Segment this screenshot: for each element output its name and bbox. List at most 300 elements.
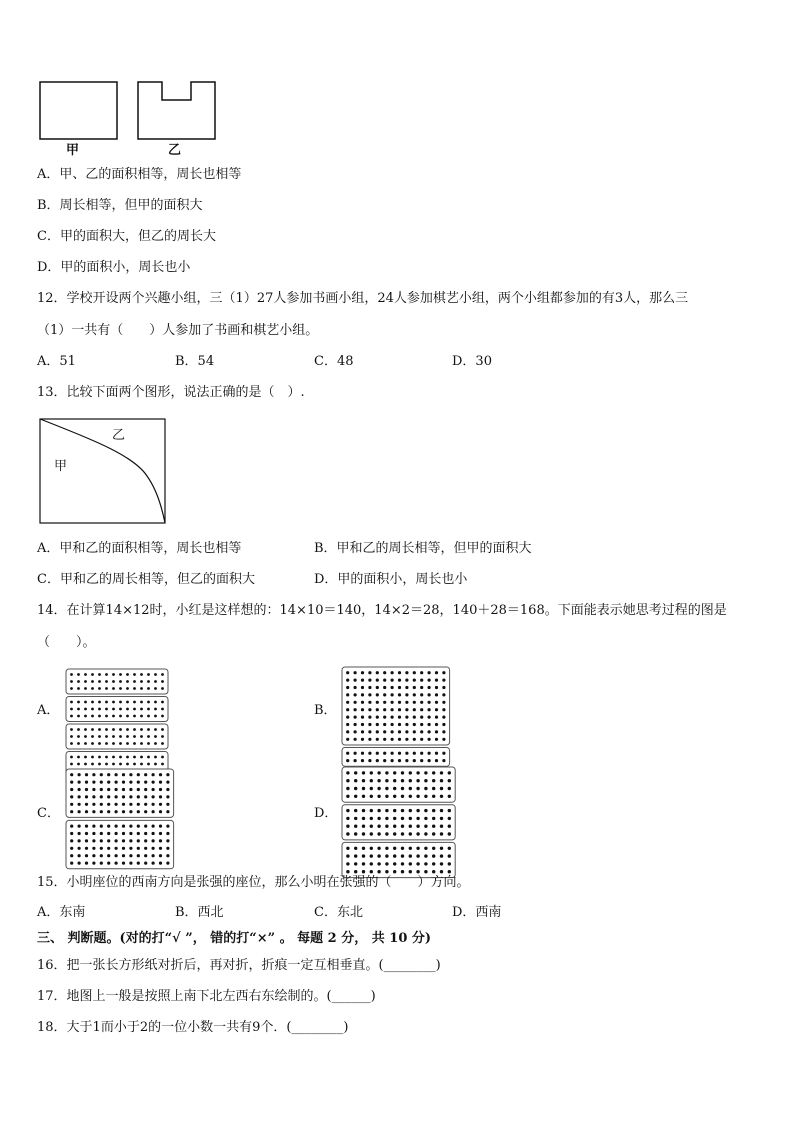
dot xyxy=(391,716,394,719)
dot xyxy=(92,839,95,842)
dot xyxy=(401,854,404,857)
dot xyxy=(440,832,443,835)
dot xyxy=(129,803,132,806)
dot xyxy=(112,708,115,711)
dot xyxy=(376,679,379,682)
dot xyxy=(92,847,95,850)
dot xyxy=(420,752,423,755)
dot xyxy=(370,779,373,782)
dot xyxy=(147,728,150,731)
dot xyxy=(354,723,357,726)
dot xyxy=(92,795,95,798)
dot xyxy=(161,673,164,676)
dot xyxy=(159,847,162,850)
dot xyxy=(122,839,125,842)
dot xyxy=(115,832,118,835)
dot xyxy=(393,795,396,798)
dot xyxy=(91,756,94,759)
dot xyxy=(440,809,443,812)
dot xyxy=(370,854,373,857)
dot xyxy=(122,862,125,865)
dot xyxy=(77,701,80,704)
dot xyxy=(115,795,118,798)
dot xyxy=(137,862,140,865)
dot xyxy=(362,825,365,828)
dot xyxy=(107,788,110,791)
dot xyxy=(137,781,140,784)
dot xyxy=(152,795,155,798)
dot xyxy=(416,809,419,812)
dot xyxy=(416,795,419,798)
dot xyxy=(362,771,365,774)
dot xyxy=(376,716,379,719)
dot xyxy=(354,716,357,719)
dot xyxy=(98,680,101,683)
dot xyxy=(376,759,379,762)
dot xyxy=(354,693,357,696)
dot xyxy=(105,701,108,704)
dot xyxy=(166,773,169,776)
dot xyxy=(98,673,101,676)
dot xyxy=(91,763,94,766)
dot xyxy=(398,759,401,762)
dot xyxy=(112,673,115,676)
dot xyxy=(91,742,94,745)
dot xyxy=(393,847,396,850)
dot xyxy=(420,686,423,689)
dot xyxy=(420,723,423,726)
q13-stem: 13．比较下面两个图形，说法正确的是（ ）. xyxy=(37,385,305,400)
dot xyxy=(377,817,380,820)
dot xyxy=(416,779,419,782)
dot xyxy=(129,795,132,798)
dot xyxy=(398,708,401,711)
dot xyxy=(161,687,164,690)
dot xyxy=(413,716,416,719)
dot xyxy=(161,763,164,766)
dot xyxy=(166,839,169,842)
q13-option-b: B．甲和乙的周长相等，但甲的面积大 xyxy=(314,541,532,556)
dot xyxy=(405,701,408,704)
dot xyxy=(147,715,150,718)
dot xyxy=(166,810,169,813)
dot xyxy=(166,832,169,835)
dot xyxy=(107,781,110,784)
dot xyxy=(383,759,386,762)
dot xyxy=(448,854,451,857)
dot xyxy=(377,771,380,774)
dot xyxy=(405,686,408,689)
dot xyxy=(354,787,357,790)
dot xyxy=(70,825,73,828)
q14-option-a-label: A． xyxy=(37,703,60,718)
dot xyxy=(440,817,443,820)
dot xyxy=(166,781,169,784)
dot xyxy=(92,854,95,857)
dot xyxy=(70,810,73,813)
dot xyxy=(428,679,431,682)
dot xyxy=(159,825,162,828)
dot xyxy=(448,832,451,835)
dot xyxy=(383,708,386,711)
dot xyxy=(119,728,122,731)
dot xyxy=(346,759,349,762)
dot xyxy=(144,862,147,865)
dot xyxy=(428,708,431,711)
dot xyxy=(84,728,87,731)
dot xyxy=(361,752,364,755)
dot xyxy=(159,803,162,806)
dot xyxy=(405,752,408,755)
dot xyxy=(105,715,108,718)
dot-block-c-2 xyxy=(66,820,174,868)
dot xyxy=(100,847,103,850)
dot xyxy=(368,686,371,689)
dot xyxy=(91,687,94,690)
dot xyxy=(77,742,80,745)
q18-text: 18．大于1而小于2的一位小数一共有9个．(________) xyxy=(37,1020,349,1035)
dot xyxy=(154,701,157,704)
dot xyxy=(409,817,412,820)
dot xyxy=(346,723,349,726)
dot xyxy=(346,738,349,741)
dot xyxy=(119,701,122,704)
dot xyxy=(354,752,357,755)
dot xyxy=(401,809,404,812)
dot xyxy=(70,832,73,835)
dot xyxy=(133,763,136,766)
dot xyxy=(100,810,103,813)
dot xyxy=(166,862,169,865)
dot xyxy=(385,795,388,798)
dot xyxy=(147,756,150,759)
dot xyxy=(405,730,408,733)
dot xyxy=(409,809,412,812)
dot xyxy=(420,679,423,682)
dot xyxy=(85,795,88,798)
dot xyxy=(385,870,388,873)
dot xyxy=(137,795,140,798)
dot xyxy=(440,870,443,873)
dot xyxy=(122,773,125,776)
dot xyxy=(70,781,73,784)
dot xyxy=(154,673,157,676)
dot xyxy=(424,862,427,865)
dot xyxy=(435,730,438,733)
dot xyxy=(133,715,136,718)
dot xyxy=(107,847,110,850)
dot xyxy=(70,839,73,842)
dot xyxy=(370,809,373,812)
dot xyxy=(152,810,155,813)
dot xyxy=(432,809,435,812)
dot xyxy=(147,680,150,683)
dot xyxy=(413,738,416,741)
dot xyxy=(84,701,87,704)
dot xyxy=(70,687,73,690)
dot xyxy=(100,803,103,806)
dot xyxy=(442,679,445,682)
dot xyxy=(370,795,373,798)
dot xyxy=(398,730,401,733)
dot xyxy=(122,847,125,850)
dot xyxy=(91,701,94,704)
dot xyxy=(107,825,110,828)
q12-option-d: D．30 xyxy=(452,354,492,369)
dot xyxy=(77,708,80,711)
dot xyxy=(126,735,129,738)
dot xyxy=(393,809,396,812)
dot xyxy=(383,730,386,733)
dot xyxy=(140,735,143,738)
dot xyxy=(398,716,401,719)
dot xyxy=(137,810,140,813)
dot xyxy=(77,715,80,718)
dot xyxy=(84,680,87,683)
shape-label-jia: 甲 xyxy=(66,143,80,158)
dot xyxy=(107,832,110,835)
dot xyxy=(144,773,147,776)
dot xyxy=(70,773,73,776)
dot xyxy=(435,752,438,755)
dot xyxy=(361,759,364,762)
dot xyxy=(420,716,423,719)
dot xyxy=(115,839,118,842)
dot xyxy=(354,701,357,704)
q15-option-d: D．西南 xyxy=(452,905,502,920)
dot xyxy=(398,701,401,704)
q14-dot-grid-d xyxy=(341,766,461,862)
dot xyxy=(432,854,435,857)
dot xyxy=(126,680,129,683)
dot xyxy=(391,679,394,682)
dot xyxy=(154,763,157,766)
q11-option-b: B．周长相等，但甲的面积大 xyxy=(37,198,203,213)
dot xyxy=(354,779,357,782)
dot xyxy=(391,686,394,689)
dot xyxy=(361,716,364,719)
dot xyxy=(370,787,373,790)
dot xyxy=(133,742,136,745)
dot xyxy=(122,788,125,791)
dot xyxy=(409,847,412,850)
dot xyxy=(393,862,396,865)
dot xyxy=(435,723,438,726)
dot xyxy=(393,787,396,790)
dot xyxy=(115,788,118,791)
dot xyxy=(119,687,122,690)
dot xyxy=(137,773,140,776)
dot xyxy=(346,771,349,774)
dot xyxy=(92,810,95,813)
dot xyxy=(361,693,364,696)
dot xyxy=(409,825,412,828)
dot xyxy=(420,671,423,674)
dot-block-a-1 xyxy=(66,669,168,694)
dot xyxy=(92,781,95,784)
dot xyxy=(442,693,445,696)
dot xyxy=(140,742,143,745)
dot xyxy=(440,795,443,798)
dot xyxy=(413,723,416,726)
dot xyxy=(377,847,380,850)
dot xyxy=(137,788,140,791)
dot xyxy=(140,680,143,683)
dot xyxy=(91,680,94,683)
dot xyxy=(159,788,162,791)
dot xyxy=(166,854,169,857)
dot xyxy=(409,787,412,790)
dot xyxy=(440,787,443,790)
q14-dot-grid-a xyxy=(65,668,171,754)
dot xyxy=(147,687,150,690)
dot xyxy=(376,738,379,741)
dot xyxy=(448,809,451,812)
dot xyxy=(354,854,357,857)
dot xyxy=(144,810,147,813)
dot xyxy=(405,679,408,682)
dot xyxy=(346,686,349,689)
dot xyxy=(376,701,379,704)
dot xyxy=(154,708,157,711)
dot xyxy=(428,730,431,733)
dot xyxy=(77,673,80,676)
dot xyxy=(77,728,80,731)
dot xyxy=(432,779,435,782)
dot xyxy=(129,773,132,776)
dot xyxy=(432,825,435,828)
dot xyxy=(416,862,419,865)
dot xyxy=(391,671,394,674)
dot xyxy=(354,738,357,741)
dot xyxy=(354,832,357,835)
dot xyxy=(416,787,419,790)
dot xyxy=(424,809,427,812)
dot xyxy=(144,832,147,835)
dot xyxy=(119,742,122,745)
dot xyxy=(361,708,364,711)
dot xyxy=(448,787,451,790)
dot xyxy=(409,779,412,782)
dot xyxy=(413,730,416,733)
dot xyxy=(420,738,423,741)
dot xyxy=(85,825,88,828)
dot xyxy=(398,752,401,755)
dot-block-b-1 xyxy=(342,667,450,745)
dot xyxy=(424,847,427,850)
dot xyxy=(362,832,365,835)
dot xyxy=(362,870,365,873)
dot xyxy=(383,671,386,674)
dot xyxy=(354,671,357,674)
dot xyxy=(370,870,373,873)
dot xyxy=(70,715,73,718)
dot xyxy=(154,742,157,745)
dot xyxy=(152,839,155,842)
dot xyxy=(346,701,349,704)
dot xyxy=(424,854,427,857)
q12-option-b: B．54 xyxy=(175,354,215,369)
dot xyxy=(440,779,443,782)
dot xyxy=(413,701,416,704)
dot xyxy=(432,817,435,820)
dot xyxy=(354,730,357,733)
dot xyxy=(346,862,349,865)
dot xyxy=(159,781,162,784)
dot xyxy=(346,779,349,782)
dot xyxy=(383,701,386,704)
dot xyxy=(70,701,73,704)
dot xyxy=(435,693,438,696)
dot xyxy=(70,708,73,711)
dot xyxy=(424,771,427,774)
dot xyxy=(391,759,394,762)
q12-option-c: C．48 xyxy=(314,354,354,369)
dot xyxy=(159,832,162,835)
dot xyxy=(448,825,451,828)
dot xyxy=(84,673,87,676)
q13-label-jia: 甲 xyxy=(54,459,68,474)
dot xyxy=(115,862,118,865)
q15-option-a: A．东南 xyxy=(37,905,86,920)
dot xyxy=(112,687,115,690)
dot xyxy=(413,679,416,682)
dot-block-d-3 xyxy=(342,842,455,877)
dot xyxy=(129,825,132,828)
dot xyxy=(405,738,408,741)
dot xyxy=(112,680,115,683)
dot xyxy=(152,788,155,791)
dot xyxy=(361,679,364,682)
dot xyxy=(78,795,81,798)
dot xyxy=(107,803,110,806)
dot xyxy=(140,701,143,704)
dot xyxy=(147,673,150,676)
dot xyxy=(161,742,164,745)
dot xyxy=(362,787,365,790)
dot xyxy=(377,787,380,790)
dot xyxy=(354,771,357,774)
dot xyxy=(159,773,162,776)
dot xyxy=(398,671,401,674)
dot xyxy=(122,803,125,806)
dot xyxy=(105,735,108,738)
dot xyxy=(78,781,81,784)
dot xyxy=(107,773,110,776)
q15-option-c: C．东北 xyxy=(314,905,363,920)
dot xyxy=(346,679,349,682)
dot xyxy=(370,771,373,774)
dot xyxy=(152,854,155,857)
dot xyxy=(409,862,412,865)
dot xyxy=(440,854,443,857)
dot-block-d-2 xyxy=(342,805,455,840)
dot xyxy=(107,810,110,813)
dot xyxy=(92,832,95,835)
dot xyxy=(448,795,451,798)
dot xyxy=(377,870,380,873)
q11-option-c: C．甲的面积大，但乙的周长大 xyxy=(37,229,216,244)
dot xyxy=(383,686,386,689)
dot xyxy=(405,723,408,726)
dot xyxy=(440,847,443,850)
dot xyxy=(362,795,365,798)
dot xyxy=(391,752,394,755)
dot xyxy=(85,788,88,791)
dot xyxy=(432,795,435,798)
dot xyxy=(401,862,404,865)
dot xyxy=(346,716,349,719)
